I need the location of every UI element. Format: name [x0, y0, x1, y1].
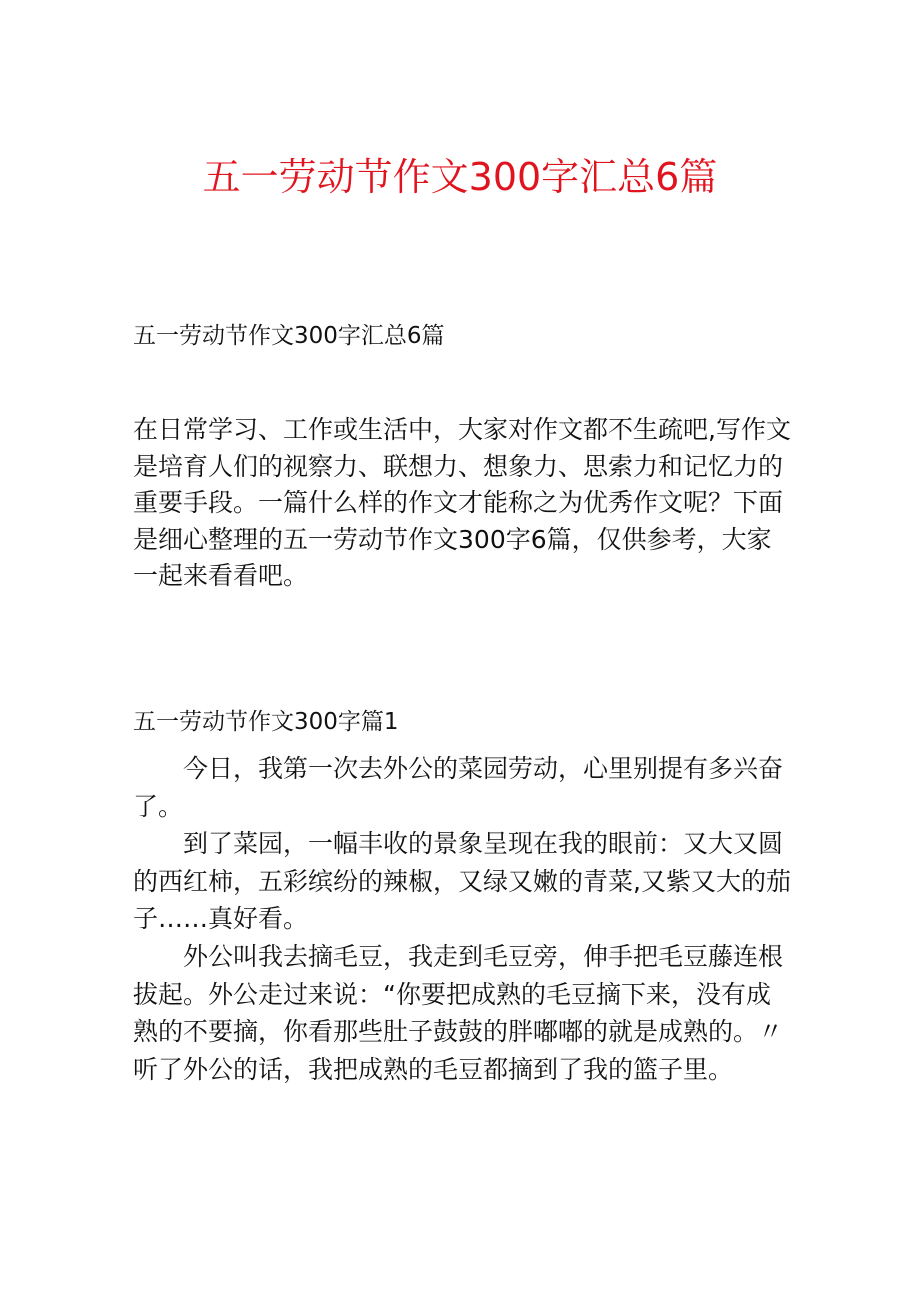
essay-paragraph-2: 到了菜园，一幅丰收的景象呈现在我的眼前：又大又圆的西红柿，五彩缤纷的辣椒，又绿又嫩的青菜,又紫又大的茄子……真好看。: [133, 829, 791, 934]
intro-paragraph: 在日常学习、工作或生活中，大家对作文都不生疏吧,写作文是培育人们的视察力、联想力、想象力、思索力和记忆力的重要手段。一篇什么样的作文才能称之为优秀作文呢？下面是细心整理的五一劳动节作文300字6篇，仅供参考，大家一起来看看吧。: [133, 415, 791, 591]
section-heading: 五一劳动节作文300字篇1: [133, 709, 399, 735]
document-subtitle: 五一劳动节作文300字汇总6篇: [133, 323, 445, 349]
document-title: 五一劳动节作文300字汇总6篇: [202, 155, 718, 199]
essay-body: [133, 750, 793, 1088]
essay-paragraph-1: 今日，我第一次去外公的菜园劳动，心里别提有多兴奋了。: [133, 754, 784, 821]
essay-paragraph-3: 外公叫我去摘毛豆，我走到毛豆旁，伸手把毛豆藤连根拔起。外公走过来说：“你要把成熟的毛豆摘下来，没有成熟的不要摘，你看那些肚子鼓鼓的胖嘟嘟的就是成熟的。〃听了外公的话，我把成熟的毛豆都摘到了我的篮子里。: [133, 941, 784, 1084]
